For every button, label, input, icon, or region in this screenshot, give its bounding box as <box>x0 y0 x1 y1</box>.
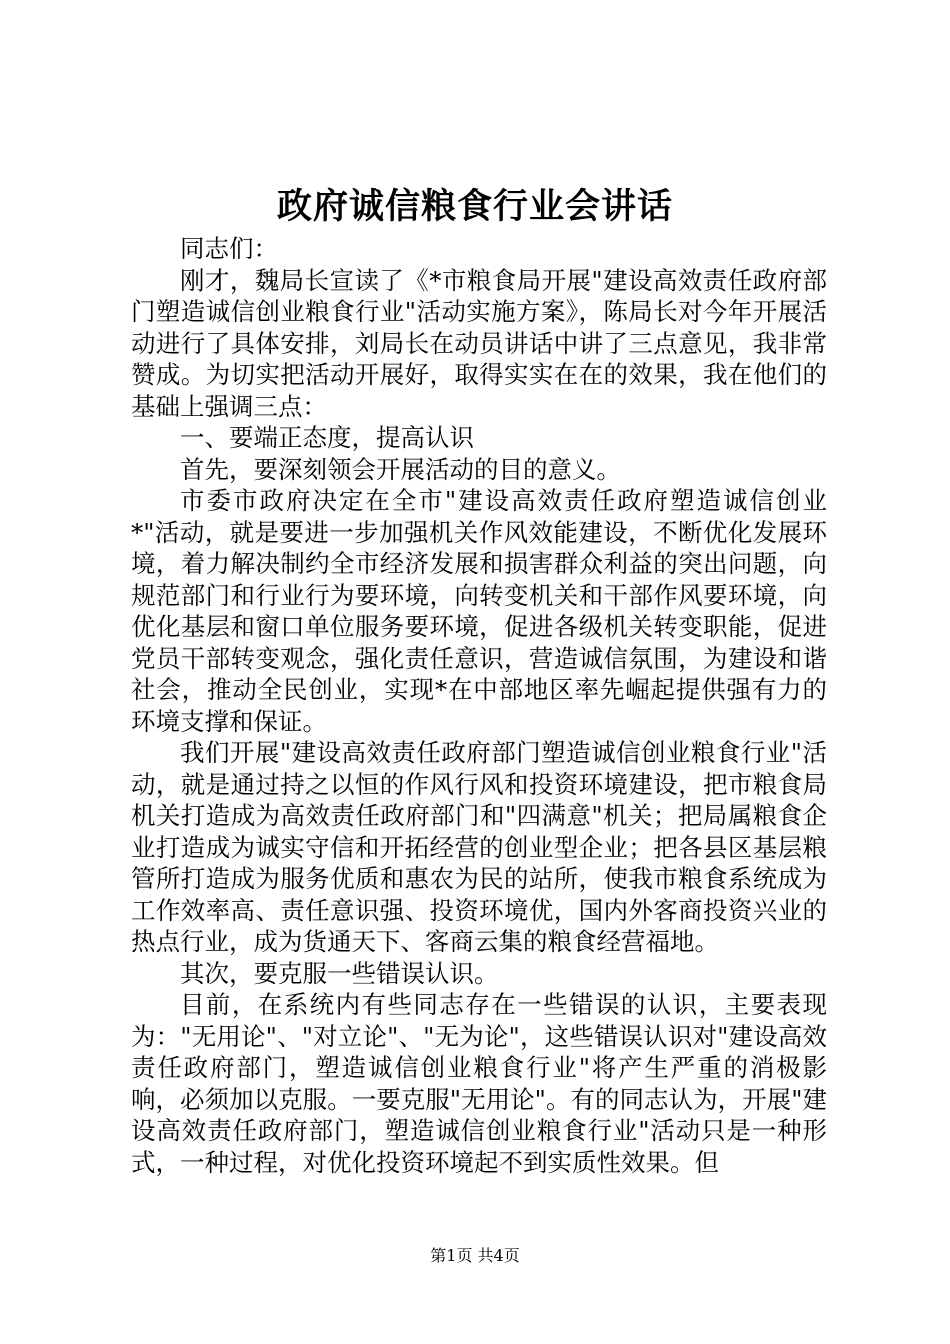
document-title: 政府诚信粮食行业会讲话 <box>276 186 673 227</box>
paragraph-city-decision: 市委市政府决定在全市"建设高效责任政府塑造诚信创业*"活动，就是要进一步加强机关作风效能建设，不断优化发展环境，着力解决制约全市经济发展和损害群众利益的突出问题，向规范部门和行业行为要环境，向转变机关和干部作风要环境，向优化基层和窗口单位服务要环境，促进各级机关转变职能，促进党员干部转变观念，强化责任意识，营造诚信氛围，为建设和谐社会，推动全民创业，实现*在中部地区率先崛起提供强有力的环境支撑和保证。 <box>131 486 827 736</box>
section-heading-1: 一、要端正态度，提高认识 <box>180 423 474 452</box>
page-number-footer: 第1页 共4页 <box>430 1246 520 1265</box>
document-body <box>131 233 827 1178</box>
paragraph-wrong-views: 目前，在系统内有些同志存在一些错误的认识，主要表现为："无用论"、"对立论"、"无为论"，这些错误认识对"建设高效责任政府部门，塑造诚信创业粮食行业"将产生严重的消极影响，必须加以克服。一要克服"无用论"。有的同志认为，开展"建设高效责任政府部门，塑造诚信创业粮食行业"活动只是一种形式，一种过程，对优化投资环境起不到实质性效果。但 <box>131 990 827 1177</box>
paragraph-salutation: 同志们： <box>180 234 278 263</box>
paragraph-our-activity: 我们开展"建设高效责任政府部门塑造诚信创业粮食行业"活动，就是通过持之以恒的作风行风和投资环境建设，把市粮食局机关打造成为高效责任政府部门和"四满意"机关；把局属粮食企业打造成为诚实守信和开拓经营的创业型企业；把各县区基层粮管所打造成为服务优质和惠农为民的站所，使我市粮食系统成为工作效率高、责任意识强、投资环境优，国内外客商投资兴业的热点行业，成为货通天下、客商云集的粮食经营福地。 <box>131 738 827 956</box>
paragraph-second-point: 其次，要克服一些错误认识。 <box>180 958 499 988</box>
paragraph-first-point: 首先，要深刻领会开展活动的目的意义。 <box>180 454 621 484</box>
paragraph-intro: 刚才，魏局长宣读了《*市粮食局开展"建设高效责任政府部门塑造诚信创业粮食行业"活动实施方案》，陈局长对今年开展活动进行了具体安排，刘局长在动员讲话中讲了三点意见，我非常赞成。为切实把活动开展好，取得实实在在的效果，我在他们的基础上强调三点： <box>131 265 827 421</box>
